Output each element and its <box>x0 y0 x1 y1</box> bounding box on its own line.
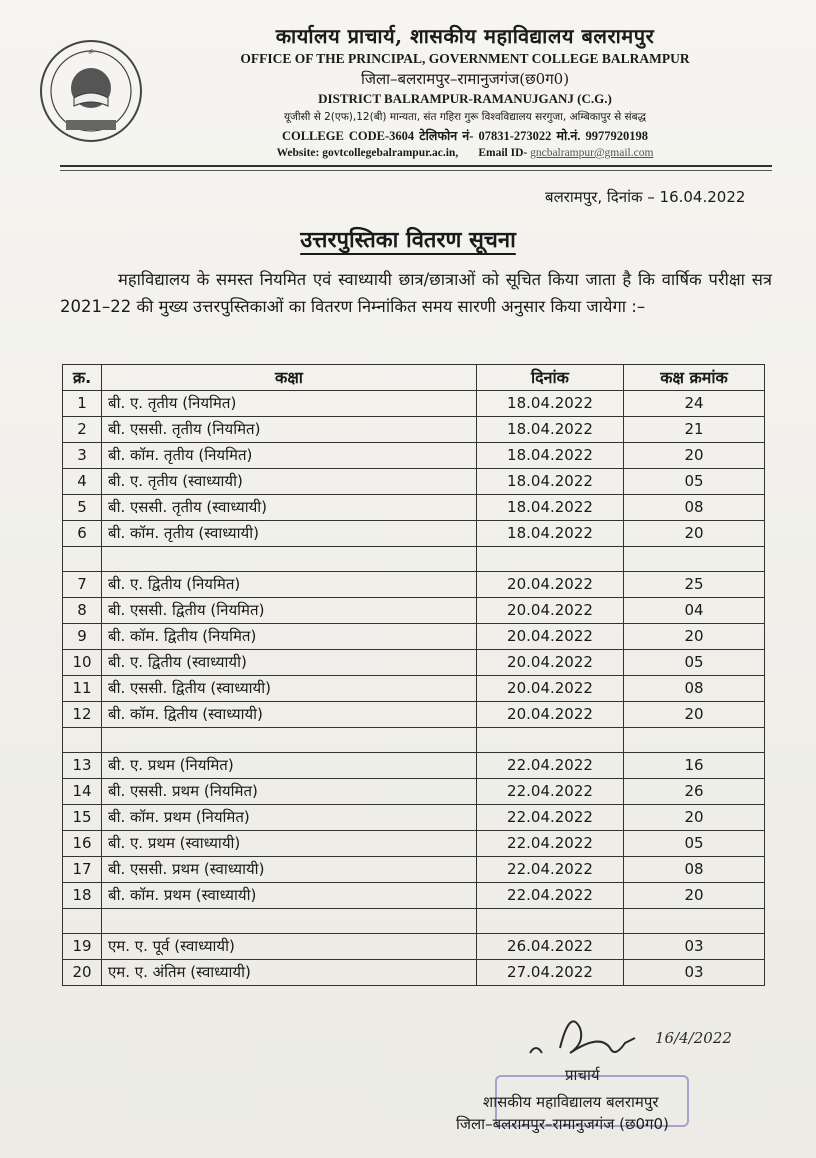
cell-serial <box>63 547 102 572</box>
cell-room: 08 <box>624 495 765 521</box>
web-email-line <box>160 147 770 159</box>
cell-serial: 20 <box>63 960 102 986</box>
cell-class: बी. एससी. द्वितीय (स्वाध्यायी) <box>102 676 477 702</box>
cell-date: 18.04.2022 <box>477 443 624 469</box>
cell-serial: 19 <box>63 934 102 960</box>
cell-room: 08 <box>624 857 765 883</box>
table-row <box>63 779 765 805</box>
cell-class: बी. कॉम. प्रथम (स्वाध्यायी) <box>102 883 477 909</box>
cell-date: 18.04.2022 <box>477 469 624 495</box>
issue-date: बलरामपुर, दिनांक – 16.04.2022 <box>545 188 746 206</box>
cell-date <box>477 728 624 753</box>
table-row <box>63 624 765 650</box>
cell-date: 22.04.2022 <box>477 779 624 805</box>
cell-date: 22.04.2022 <box>477 831 624 857</box>
email-label: Email ID- <box>478 147 528 159</box>
notice-paragraph: महाविद्यालय के समस्त नियमित एवं स्वाध्यायी छात्र/छात्राओं को सूचित किया जाता है कि वार्षिक परीक्षा सत्र 2021–22 की मुख्य उत्तरपुस्तिकाओं का वितरण निम्नांकित समय सारणी अनुसार किया जायेगा :– <box>60 270 772 316</box>
cell-room: 20 <box>624 443 765 469</box>
cell-class: बी. कॉम. प्रथम (नियमित) <box>102 805 477 831</box>
cell-room: 16 <box>624 753 765 779</box>
cell-date: 27.04.2022 <box>477 960 624 986</box>
cell-date: 22.04.2022 <box>477 753 624 779</box>
table-row <box>63 650 765 676</box>
table-row <box>63 521 765 547</box>
cell-class: बी. कॉम. तृतीय (स्वाध्यायी) <box>102 521 477 547</box>
cell-class: बी. ए. प्रथम (नियमित) <box>102 753 477 779</box>
cell-class: बी. एससी. तृतीय (नियमित) <box>102 417 477 443</box>
table-spacer-row <box>63 547 765 572</box>
cell-class: बी. ए. द्वितीय (नियमित) <box>102 572 477 598</box>
cell-room: 21 <box>624 417 765 443</box>
cell-room: 05 <box>624 831 765 857</box>
notice-title-wrap <box>0 224 816 254</box>
header-divider-thin <box>60 170 772 171</box>
cell-room: 05 <box>624 650 765 676</box>
cell-room: 03 <box>624 960 765 986</box>
table-row <box>63 391 765 417</box>
cell-room: 05 <box>624 469 765 495</box>
cell-date: 18.04.2022 <box>477 521 624 547</box>
table-spacer-row <box>63 909 765 934</box>
notice-body <box>60 266 772 320</box>
cell-date: 18.04.2022 <box>477 391 624 417</box>
cell-serial: 1 <box>63 391 102 417</box>
cell-serial: 4 <box>63 469 102 495</box>
cell-date: 20.04.2022 <box>477 572 624 598</box>
cell-date: 20.04.2022 <box>477 598 624 624</box>
cell-class: बी. एससी. तृतीय (स्वाध्यायी) <box>102 495 477 521</box>
cell-room <box>624 547 765 572</box>
cell-serial: 7 <box>63 572 102 598</box>
email-address: gncbalrampur@gmail.com <box>530 147 654 159</box>
table-row <box>63 443 765 469</box>
cell-class: बी. एससी. द्वितीय (नियमित) <box>102 598 477 624</box>
district-hindi: जिला–बलरामपुर–रामानुजगंज(छ0ग0) <box>360 70 570 88</box>
cell-serial: 2 <box>63 417 102 443</box>
table-row <box>63 676 765 702</box>
cell-class: बी. ए. तृतीय (नियमित) <box>102 391 477 417</box>
office-title-english: OFFICE OF THE PRINCIPAL, GOVERNMENT COLLEGE BALRAMPUR <box>240 51 690 66</box>
table-row <box>63 831 765 857</box>
cell-serial: 11 <box>63 676 102 702</box>
cell-date: 20.04.2022 <box>477 650 624 676</box>
cell-class: एम. ए. पूर्व (स्वाध्यायी) <box>102 934 477 960</box>
table-row <box>63 702 765 728</box>
cell-room: 20 <box>624 702 765 728</box>
college-code-contact: COLLEGE CODE-3604 टेलिफोन नं- 07831-273022 मो.नं. 9977920198 <box>281 129 649 143</box>
col-header-room: कक्ष क्रमांक <box>624 365 765 391</box>
letterhead <box>160 22 770 159</box>
cell-date: 22.04.2022 <box>477 883 624 909</box>
table-row <box>63 417 765 443</box>
designation-principal: प्राचार्य <box>565 1066 600 1084</box>
cell-room <box>624 728 765 753</box>
cell-room: 04 <box>624 598 765 624</box>
cell-serial: 18 <box>63 883 102 909</box>
table-row <box>63 598 765 624</box>
col-header-serial: क्र. <box>63 365 102 391</box>
cell-room: 03 <box>624 934 765 960</box>
cell-class <box>102 547 477 572</box>
col-header-class: कक्षा <box>102 365 477 391</box>
affiliation-line: यूजीसी से 2(एफ),12(बी) मान्यता, संत गहिरा गुरू विश्वविद्यालय सरगुजा, अम्बिकापुर से संबद्ध <box>283 111 647 123</box>
cell-room: 20 <box>624 624 765 650</box>
table-row <box>63 753 765 779</box>
cell-class <box>102 909 477 934</box>
cell-room: 26 <box>624 779 765 805</box>
cell-room: 20 <box>624 883 765 909</box>
cell-serial: 6 <box>63 521 102 547</box>
signature-date: 16/4/2022 <box>655 1029 732 1047</box>
cell-date: 22.04.2022 <box>477 805 624 831</box>
col-header-date: दिनांक <box>477 365 624 391</box>
footer-district: जिला–बलरामपुर–रामानुजगंज (छ0ग0) <box>456 1115 669 1133</box>
cell-serial <box>63 909 102 934</box>
cell-class: एम. ए. अंतिम (स्वाध्यायी) <box>102 960 477 986</box>
cell-room: 24 <box>624 391 765 417</box>
college-seal-logo <box>36 36 146 146</box>
cell-class: बी. ए. प्रथम (स्वाध्यायी) <box>102 831 477 857</box>
cell-date: 20.04.2022 <box>477 702 624 728</box>
cell-date: 20.04.2022 <box>477 676 624 702</box>
footer-college-name: शासकीय महाविद्यालय बलरामपुर <box>483 1093 659 1111</box>
cell-class: बी. ए. तृतीय (स्वाध्यायी) <box>102 469 477 495</box>
cell-serial: 10 <box>63 650 102 676</box>
cell-date <box>477 547 624 572</box>
cell-serial: 8 <box>63 598 102 624</box>
cell-class: बी. एससी. प्रथम (नियमित) <box>102 779 477 805</box>
table-row <box>63 469 765 495</box>
notice-title: उत्तरपुस्तिका वितरण सूचना <box>300 228 516 253</box>
table-row <box>63 934 765 960</box>
svg-text:ॐ: ॐ <box>88 49 94 56</box>
header-divider <box>60 165 772 167</box>
cell-date: 20.04.2022 <box>477 624 624 650</box>
cell-date: 18.04.2022 <box>477 495 624 521</box>
cell-serial: 15 <box>63 805 102 831</box>
cell-date: 22.04.2022 <box>477 857 624 883</box>
table-row <box>63 805 765 831</box>
principal-signature <box>520 1008 760 1078</box>
cell-class: बी. ए. द्वितीय (स्वाध्यायी) <box>102 650 477 676</box>
cell-serial: 17 <box>63 857 102 883</box>
cell-class <box>102 728 477 753</box>
cell-serial: 16 <box>63 831 102 857</box>
cell-serial: 3 <box>63 443 102 469</box>
cell-room: 25 <box>624 572 765 598</box>
cell-class: बी. कॉम. तृतीय (नियमित) <box>102 443 477 469</box>
table-header-row <box>63 365 765 391</box>
cell-room: 08 <box>624 676 765 702</box>
cell-serial: 12 <box>63 702 102 728</box>
cell-date: 18.04.2022 <box>477 417 624 443</box>
table-row <box>63 495 765 521</box>
table-row <box>63 960 765 986</box>
cell-serial: 5 <box>63 495 102 521</box>
cell-room: 20 <box>624 521 765 547</box>
cell-room <box>624 909 765 934</box>
distribution-schedule-table <box>62 364 765 986</box>
table-spacer-row <box>63 728 765 753</box>
cell-serial: 13 <box>63 753 102 779</box>
cell-room: 20 <box>624 805 765 831</box>
cell-class: बी. कॉम. द्वितीय (स्वाध्यायी) <box>102 702 477 728</box>
cell-class: बी. एससी. प्रथम (स्वाध्यायी) <box>102 857 477 883</box>
table-row <box>63 857 765 883</box>
office-title-hindi: कार्यालय प्राचार्य, शासकीय महाविद्यालय बलरामपुर <box>275 24 655 48</box>
table-row <box>63 883 765 909</box>
website-text: Website: govtcollegebalrampur.ac.in, <box>276 147 459 159</box>
district-english: DISTRICT BALRAMPUR-RAMANUJGANJ (C.G.) <box>318 91 612 106</box>
cell-class: बी. कॉम. द्वितीय (नियमित) <box>102 624 477 650</box>
cell-serial: 14 <box>63 779 102 805</box>
table-row <box>63 572 765 598</box>
cell-serial: 9 <box>63 624 102 650</box>
cell-date <box>477 909 624 934</box>
cell-serial <box>63 728 102 753</box>
cell-date: 26.04.2022 <box>477 934 624 960</box>
